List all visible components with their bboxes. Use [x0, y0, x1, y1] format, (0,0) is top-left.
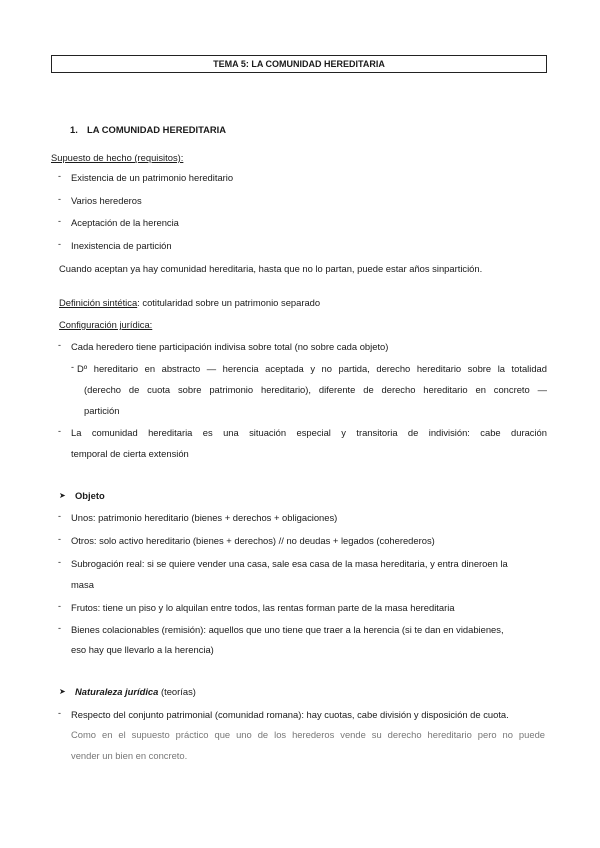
dash-bullet: -	[58, 708, 61, 718]
supuesto-heading: Supuesto de hecho (requisitos):	[51, 152, 184, 163]
list-item-line: La comunidad hereditaria es una situación especial y transitoria de indivisión: cabe duración	[71, 427, 547, 438]
list-item-line: Subrogación real: si se quiere vender una casa, sale esa casa de la masa hereditaria, y entra dineroen la	[71, 558, 508, 569]
list-item: Unos: patrimonio hereditario (bienes + derechos + obligaciones)	[71, 512, 338, 523]
dash-bullet: -	[58, 171, 61, 181]
arrow-bullet: ➤	[59, 491, 66, 500]
grey-note-line: Como en el supuesto práctico que uno de los herederos vende su derecho hereditario pero no puede	[71, 729, 545, 740]
dash-bullet: -	[58, 426, 61, 436]
definicion-line	[59, 297, 320, 309]
naturaleza-heading-rest: (teorías)	[158, 686, 196, 697]
list-item: Existencia de un patrimonio hereditario	[71, 172, 234, 183]
list-item-line: eso hay que llevarlo a la herencia)	[71, 644, 214, 655]
list-item: Otros: solo activo hereditario (bienes + derechos) // no deudas + legados (coherederos)	[71, 535, 435, 546]
dash-bullet: -	[58, 601, 61, 611]
dash-bullet: -	[58, 340, 61, 350]
naturaleza-heading-italic: Naturaleza jurídica	[75, 686, 159, 697]
definicion-text: : cotitularidad sobre un patrimonio separado	[137, 297, 321, 308]
list-item-line: masa	[71, 579, 94, 590]
definicion-label: Definición sintética	[59, 297, 138, 308]
section-heading: LA COMUNIDAD HEREDITARIA	[87, 124, 227, 135]
list-item: Cada heredero tiene participación indivisa sobre total (no sobre cada objeto)	[71, 341, 389, 352]
sub-item-line: partición	[84, 405, 120, 416]
objeto-heading: Objeto	[75, 490, 105, 501]
sub-item-line: Dº hereditario en abstracto — herencia aceptada y no partida, derecho hereditario sobre la totalidad	[77, 363, 547, 374]
sub-item-line: (derecho de cuota sobre patrimonio hereditario), diferente de derecho hereditario en concreto —	[84, 384, 547, 395]
list-item: Varios herederos	[71, 195, 142, 206]
dash-bullet: -	[58, 534, 61, 544]
dash-bullet: -	[58, 557, 61, 567]
configuracion-heading: Configuración jurídica:	[59, 319, 153, 330]
section-number: 1.	[70, 124, 78, 135]
dash-bullet: -	[58, 511, 61, 521]
arrow-bullet: ➤	[59, 687, 66, 696]
list-item: Respecto del conjunto patrimonial (comunidad romana): hay cuotas, cabe división y disposición de cuota.	[71, 709, 509, 720]
dash-bullet: -	[58, 216, 61, 226]
naturaleza-heading	[75, 686, 196, 698]
page-title: TEMA 5: LA COMUNIDAD HEREDITARIA	[51, 55, 547, 73]
dash-bullet: -	[58, 194, 61, 204]
list-item: Frutos: tiene un piso y lo alquilan entre todos, las rentas forman parte de la masa hereditaria	[71, 602, 455, 613]
supuesto-note: Cuando aceptan ya hay comunidad hereditaria, hasta que no lo partan, puede estar años sinpartición.	[59, 263, 483, 274]
dash-bullet: -	[58, 239, 61, 249]
dash-bullet: -	[58, 623, 61, 633]
list-item: Aceptación de la herencia	[71, 217, 179, 228]
list-item: Inexistencia de partición	[71, 240, 172, 251]
list-item-line: temporal de cierta extensión	[71, 448, 189, 459]
grey-note-line: vender un bien en concreto.	[71, 750, 188, 761]
dash-bullet: -	[71, 362, 74, 372]
list-item-line: Bienes colacionables (remisión): aquellos que uno tiene que traer a la herencia (si te dan en vidabienes,	[71, 624, 504, 635]
